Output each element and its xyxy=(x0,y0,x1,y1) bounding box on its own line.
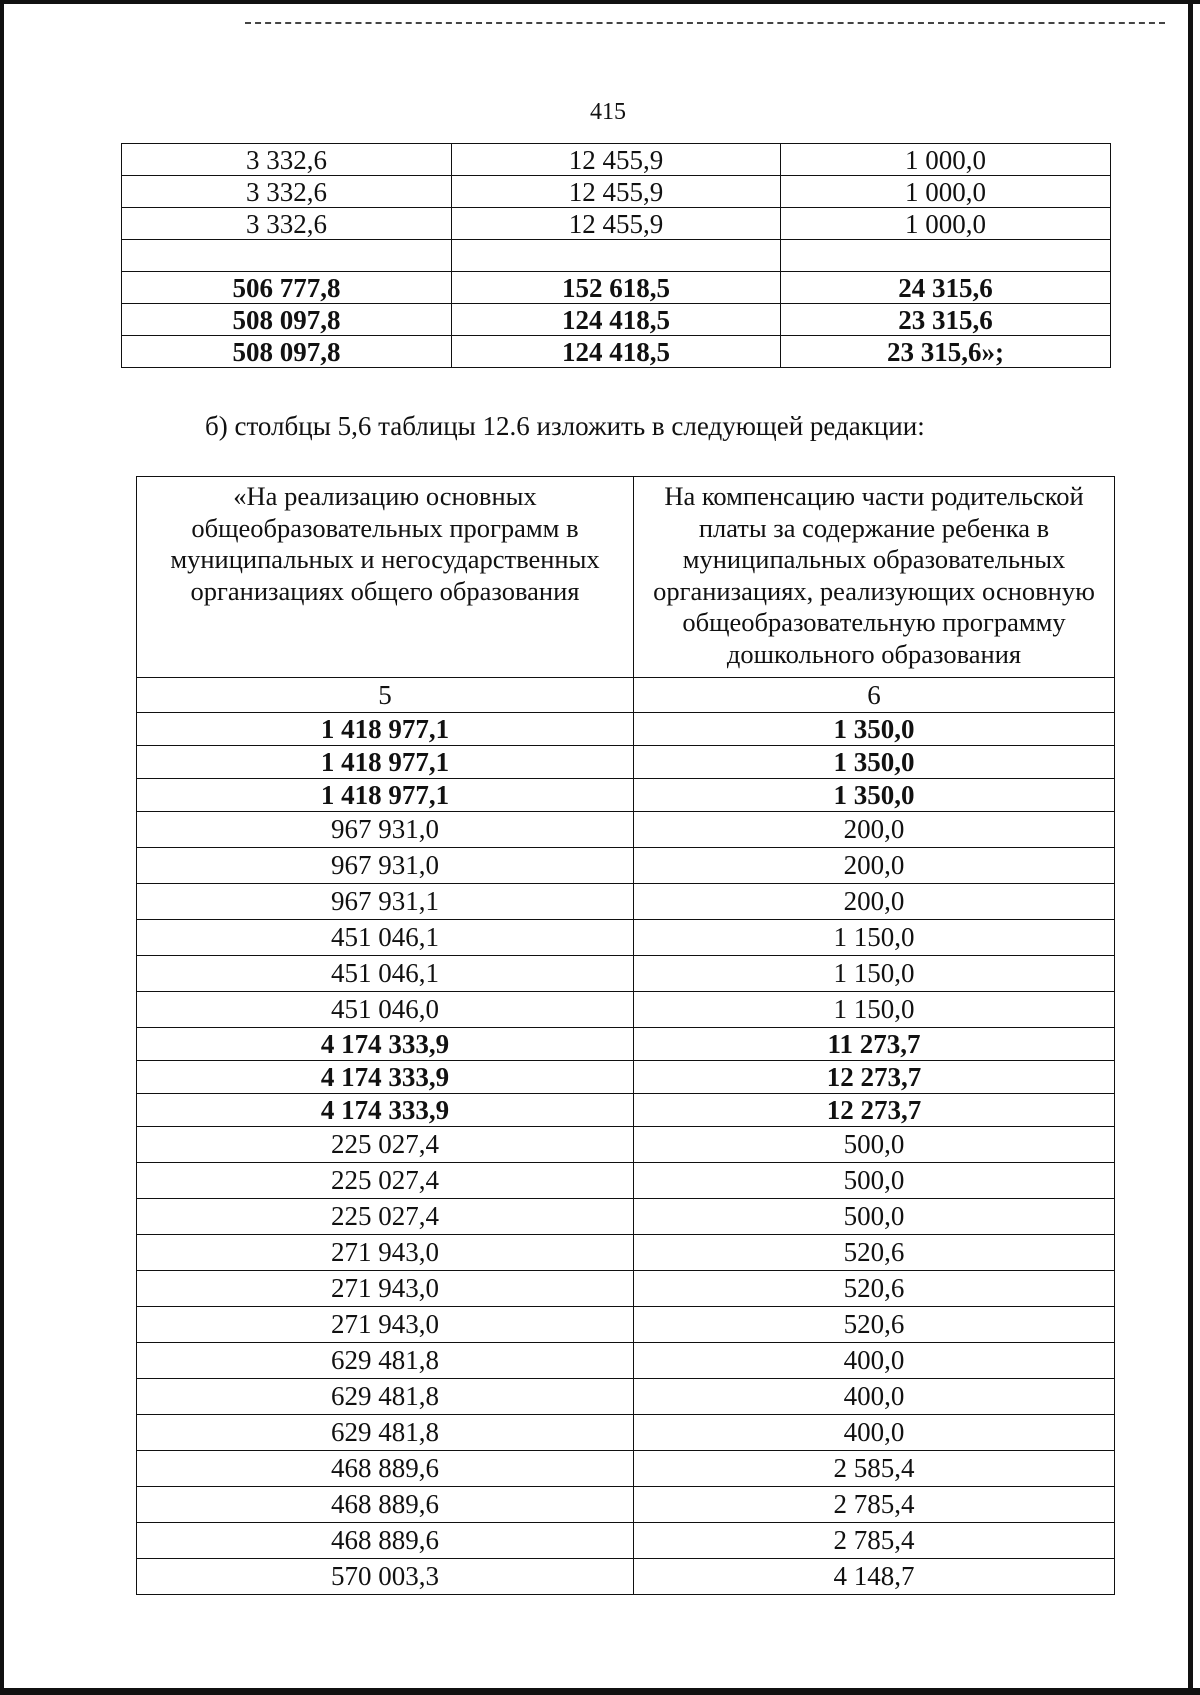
top-table-row xyxy=(122,176,1111,208)
cell-col5: 225 027,4 xyxy=(137,1127,634,1163)
column-number-6: 6 xyxy=(634,678,1115,713)
top-table-cell: 3 332,6 xyxy=(122,176,452,208)
cell-col6: 2 785,4 xyxy=(634,1487,1115,1523)
top-table-row xyxy=(122,336,1111,368)
top-table xyxy=(121,143,1111,368)
cell-col5: 4 174 333,9 xyxy=(137,1028,634,1061)
cell-col5: 967 931,1 xyxy=(137,884,634,920)
top-table-cell: 3 332,6 xyxy=(122,208,452,240)
cell-col6: 500,0 xyxy=(634,1199,1115,1235)
cell-col6: 1 150,0 xyxy=(634,920,1115,956)
table-row xyxy=(137,1061,1115,1094)
top-table-cell: 124 418,5 xyxy=(452,336,781,368)
top-table-cell xyxy=(452,240,781,272)
cell-col6: 2 785,4 xyxy=(634,1523,1115,1559)
cell-col6: 12 273,7 xyxy=(634,1061,1115,1094)
cell-col5: 1 418 977,1 xyxy=(137,713,634,746)
top-table-cell xyxy=(122,240,452,272)
top-table-cell: 508 097,8 xyxy=(122,336,452,368)
table-row xyxy=(137,884,1115,920)
top-table-cell: 1 000,0 xyxy=(781,176,1111,208)
top-table-row xyxy=(122,240,1111,272)
table-row xyxy=(137,848,1115,884)
cell-col5: 451 046,1 xyxy=(137,920,634,956)
cell-col5: 629 481,8 xyxy=(137,1343,634,1379)
cell-col6: 1 350,0 xyxy=(634,713,1115,746)
cell-col6: 1 350,0 xyxy=(634,779,1115,812)
top-table-cell: 23 315,6»; xyxy=(781,336,1111,368)
cell-col6: 11 273,7 xyxy=(634,1028,1115,1061)
cell-col5: 468 889,6 xyxy=(137,1451,634,1487)
cell-col5: 468 889,6 xyxy=(137,1487,634,1523)
cell-col6: 520,6 xyxy=(634,1307,1115,1343)
cell-col5: 1 418 977,1 xyxy=(137,779,634,812)
cell-col6: 1 150,0 xyxy=(634,992,1115,1028)
header-col5: «На реализацию основных общеобразовательных программ в муниципальных и негосударственных организациях общего образования xyxy=(137,477,634,678)
cell-col5: 225 027,4 xyxy=(137,1163,634,1199)
table-row xyxy=(137,1235,1115,1271)
top-table-cell: 3 332,6 xyxy=(122,144,452,176)
scan-dash-line xyxy=(245,22,1165,24)
top-table-row xyxy=(122,208,1111,240)
cell-col6: 200,0 xyxy=(634,812,1115,848)
cell-col6: 200,0 xyxy=(634,848,1115,884)
table-row xyxy=(137,1487,1115,1523)
cell-col6: 400,0 xyxy=(634,1379,1115,1415)
cell-col6: 4 148,7 xyxy=(634,1559,1115,1595)
table-row xyxy=(137,1307,1115,1343)
cell-col5: 4 174 333,9 xyxy=(137,1061,634,1094)
top-table-row xyxy=(122,304,1111,336)
table-row xyxy=(137,1415,1115,1451)
cell-col5: 271 943,0 xyxy=(137,1307,634,1343)
table-row xyxy=(137,1199,1115,1235)
table-row xyxy=(137,956,1115,992)
cell-col5: 451 046,0 xyxy=(137,992,634,1028)
cell-col5: 271 943,0 xyxy=(137,1271,634,1307)
cell-col6: 400,0 xyxy=(634,1343,1115,1379)
cell-col5: 4 174 333,9 xyxy=(137,1094,634,1127)
cell-col5: 451 046,1 xyxy=(137,956,634,992)
table-row xyxy=(137,1559,1115,1595)
top-table-cell: 508 097,8 xyxy=(122,304,452,336)
cell-col6: 400,0 xyxy=(634,1415,1115,1451)
cell-col6: 520,6 xyxy=(634,1271,1115,1307)
top-table-cell: 12 455,9 xyxy=(452,144,781,176)
cell-col5: 225 027,4 xyxy=(137,1199,634,1235)
table-row xyxy=(137,1343,1115,1379)
cell-col5: 629 481,8 xyxy=(137,1379,634,1415)
top-table-cell: 152 618,5 xyxy=(452,272,781,304)
table-row xyxy=(137,1028,1115,1061)
table-row xyxy=(137,1379,1115,1415)
page-number: 415 xyxy=(590,99,626,125)
cell-col5: 271 943,0 xyxy=(137,1235,634,1271)
top-table-cell xyxy=(781,240,1111,272)
caption-text: б) столбцы 5,6 таблицы 12.6 изложить в следующей редакции: xyxy=(205,411,925,441)
table-row xyxy=(137,1523,1115,1559)
table-row xyxy=(137,1163,1115,1199)
top-table-body xyxy=(122,144,1111,368)
cell-col6: 1 350,0 xyxy=(634,746,1115,779)
table-row xyxy=(137,713,1115,746)
top-table-row xyxy=(122,144,1111,176)
cell-col6: 500,0 xyxy=(634,1163,1115,1199)
table-row xyxy=(137,920,1115,956)
table-row xyxy=(137,1094,1115,1127)
top-table-cell: 1 000,0 xyxy=(781,208,1111,240)
table-row xyxy=(137,812,1115,848)
top-table-cell: 12 455,9 xyxy=(452,208,781,240)
cell-col6: 200,0 xyxy=(634,884,1115,920)
top-table-cell: 12 455,9 xyxy=(452,176,781,208)
page-border-right xyxy=(1188,0,1193,1695)
main-table-body xyxy=(137,477,1115,1595)
cell-col5: 1 418 977,1 xyxy=(137,746,634,779)
cell-col6: 12 273,7 xyxy=(634,1094,1115,1127)
page-border-bottom xyxy=(0,1688,1200,1695)
table-row xyxy=(137,992,1115,1028)
main-table xyxy=(136,476,1115,1595)
cell-col5: 570 003,3 xyxy=(137,1559,634,1595)
page-border-left xyxy=(0,0,4,1695)
page-border-top xyxy=(0,0,1200,4)
header-row xyxy=(137,477,1115,678)
cell-col5: 967 931,0 xyxy=(137,848,634,884)
cell-col6: 2 585,4 xyxy=(634,1451,1115,1487)
column-number-row xyxy=(137,678,1115,713)
cell-col6: 500,0 xyxy=(634,1127,1115,1163)
table-row xyxy=(137,1127,1115,1163)
table-row xyxy=(137,746,1115,779)
table-row xyxy=(137,1451,1115,1487)
top-table-cell: 124 418,5 xyxy=(452,304,781,336)
cell-col5: 629 481,8 xyxy=(137,1415,634,1451)
table-row xyxy=(137,1271,1115,1307)
table-row xyxy=(137,779,1115,812)
top-table-cell: 506 777,8 xyxy=(122,272,452,304)
top-table-cell: 1 000,0 xyxy=(781,144,1111,176)
top-table-cell: 23 315,6 xyxy=(781,304,1111,336)
column-number-5: 5 xyxy=(137,678,634,713)
header-col6: На компенсацию части родительской платы за содержание ребенка в муниципальных образовательных организациях, реализующих основную общеобразовательную программу дошкольного образования xyxy=(634,477,1115,678)
top-table-cell: 24 315,6 xyxy=(781,272,1111,304)
cell-col5: 468 889,6 xyxy=(137,1523,634,1559)
cell-col5: 967 931,0 xyxy=(137,812,634,848)
cell-col6: 1 150,0 xyxy=(634,956,1115,992)
top-table-row xyxy=(122,272,1111,304)
cell-col6: 520,6 xyxy=(634,1235,1115,1271)
